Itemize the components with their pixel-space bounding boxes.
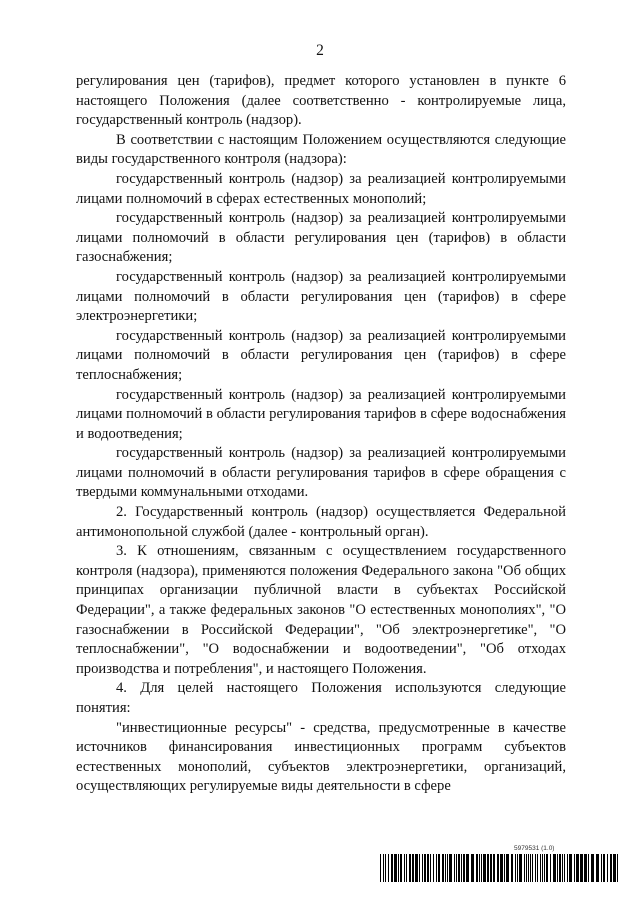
page-number: 2 xyxy=(316,42,324,59)
paragraph: В соответствии с настоящим Положением осуществляются следующие виды государственного контроля (надзора): xyxy=(76,131,566,168)
barcode-bar xyxy=(617,854,618,882)
barcode-bar xyxy=(493,854,495,882)
barcode-bar xyxy=(524,854,525,882)
paragraph: "инвестиционные ресурсы" - средства, предусмотренные в качестве источников финансирования инвестиционных программ субъектов естественных монополий, субъектов электроэнергетики, организаций, осуществляющих регулируемые виды деятельности в сфере xyxy=(76,719,566,795)
paragraph: государственный контроль (надзор) за реализацией контролируемыми лицами полномочий в области регулирования тарифов в сфере обращения с твердыми коммунальными отходами. xyxy=(76,445,566,501)
barcode-bar xyxy=(588,854,589,882)
barcode-bar xyxy=(385,854,386,882)
paragraph: государственный контроль (надзор) за реализацией контролируемыми лицами полномочий в области регулирования цен (тарифов) в сфере электроэнергетики; xyxy=(76,268,566,325)
barcode-bar xyxy=(530,854,531,882)
barcode-bar xyxy=(438,854,440,882)
barcode-bar xyxy=(458,854,460,882)
barcode-bar xyxy=(447,854,448,882)
barcode-bar xyxy=(404,854,405,882)
barcode-bar xyxy=(483,854,486,882)
paragraph: 4. Для целей настоящего Положения используются следующие понятия: xyxy=(76,680,566,716)
barcode-bar xyxy=(519,854,522,882)
barcode-bar xyxy=(601,854,602,882)
barcode-bar xyxy=(449,854,452,882)
barcode-bar xyxy=(528,854,529,882)
paragraph: 2. Государственный контроль (надзор) осуществляется Федеральной антимонопольной службой (далее - контрольный орган). xyxy=(76,504,566,540)
barcode-bar xyxy=(380,854,381,882)
barcode-bar xyxy=(557,854,558,882)
barcode-bar xyxy=(532,854,533,882)
barcode-bar xyxy=(422,854,423,882)
barcode-bar xyxy=(398,854,399,882)
barcode-bar xyxy=(613,854,616,882)
barcode-bar xyxy=(454,854,455,882)
barcode-bar xyxy=(517,854,518,882)
barcode-bar xyxy=(559,854,561,882)
paragraph: регулирования цен (тарифов), предмет которого установлен в пункте 6 настоящего Положения (далее соответственно - контролируемые лица, государственный контроль (надзор). xyxy=(76,73,566,129)
barcode-bar xyxy=(490,854,492,882)
document-body xyxy=(76,72,566,797)
barcode-bar xyxy=(550,854,551,882)
barcode-bar xyxy=(388,854,389,882)
barcode-bar xyxy=(569,854,572,882)
paragraph: государственный контроль (надзор) за реализацией контролируемыми лицами полномочий в сферах естественных монополий; xyxy=(76,170,566,207)
barcode-bar xyxy=(430,854,431,882)
barcode-bar xyxy=(607,854,608,882)
barcode-bar xyxy=(515,854,516,882)
barcode-bar xyxy=(456,854,457,882)
document-code: 5979531 (1.0) xyxy=(514,845,555,852)
barcode-bar xyxy=(442,854,444,882)
barcode-bar xyxy=(535,854,536,882)
barcode-bar xyxy=(603,854,605,882)
barcode-bar xyxy=(476,854,478,882)
barcode-bar xyxy=(479,854,480,882)
barcode-bar xyxy=(610,854,612,882)
barcode-bar xyxy=(511,854,513,882)
barcode-bar xyxy=(445,854,446,882)
barcode-bar xyxy=(540,854,541,882)
barcode-bar xyxy=(487,854,489,882)
barcode-bar xyxy=(500,854,503,882)
barcode-bar xyxy=(564,854,565,882)
barcode-bar xyxy=(526,854,527,882)
barcode-bar xyxy=(584,854,587,882)
barcode xyxy=(380,854,620,882)
barcode-bar xyxy=(544,854,545,882)
barcode-bar xyxy=(562,854,563,882)
paragraph: государственный контроль (надзор) за реализацией контролируемыми лицами полномочий в области регулирования тарифов в сфере водоснабжения и водоотведения; xyxy=(76,386,566,442)
barcode-bar xyxy=(567,854,568,882)
barcode-bar xyxy=(591,854,594,882)
barcode-bar xyxy=(574,854,575,882)
barcode-bar xyxy=(400,854,402,882)
barcode-bar xyxy=(463,854,465,882)
barcode-bar xyxy=(596,854,599,882)
barcode-bar xyxy=(419,854,420,882)
barcode-bar xyxy=(406,854,407,882)
barcode-bar xyxy=(576,854,579,882)
barcode-bar xyxy=(394,854,397,882)
barcode-bar xyxy=(506,854,509,882)
barcode-bar xyxy=(471,854,474,882)
barcode-bar xyxy=(383,854,384,882)
barcode-bar xyxy=(409,854,411,882)
barcode-bar xyxy=(546,854,548,882)
barcode-bar xyxy=(553,854,556,882)
barcode-bar xyxy=(427,854,429,882)
barcode-bar xyxy=(436,854,437,882)
paragraph: 3. К отношениям, связанным с осуществлением государственного контроля (надзора), применяются положения Федерального закона "Об общих принципах организации публичной власти в субъектах Российской Федерации", а также федеральных законов "О естественных монополиях", "О газоснабжении в Российской Федерации", "Об электроэнергетике", "О теплоснабжении", "О водоснабжении и водоотведении", "Об отходах производства и потребления", и настоящего Положения. xyxy=(76,543,566,677)
barcode-bar xyxy=(537,854,538,882)
barcode-bar xyxy=(580,854,583,882)
barcode-bar xyxy=(412,854,414,882)
barcode-bar xyxy=(504,854,505,882)
barcode-bar xyxy=(542,854,543,882)
barcode-bar xyxy=(415,854,418,882)
paragraph: государственный контроль (надзор) за реализацией контролируемыми лицами полномочий в области регулирования цен (тарифов) в области газоснабжения; xyxy=(76,210,566,266)
barcode-bar xyxy=(433,854,434,882)
barcode-bar xyxy=(481,854,482,882)
barcode-bar xyxy=(497,854,499,882)
barcode-bar xyxy=(424,854,426,882)
paragraph: государственный контроль (надзор) за реализацией контролируемыми лицами полномочий в области регулирования цен (тарифов) в сфере теплоснабжения; xyxy=(76,327,566,383)
barcode-bar xyxy=(466,854,469,882)
barcode-bar xyxy=(461,854,462,882)
barcode-bar xyxy=(391,854,393,882)
